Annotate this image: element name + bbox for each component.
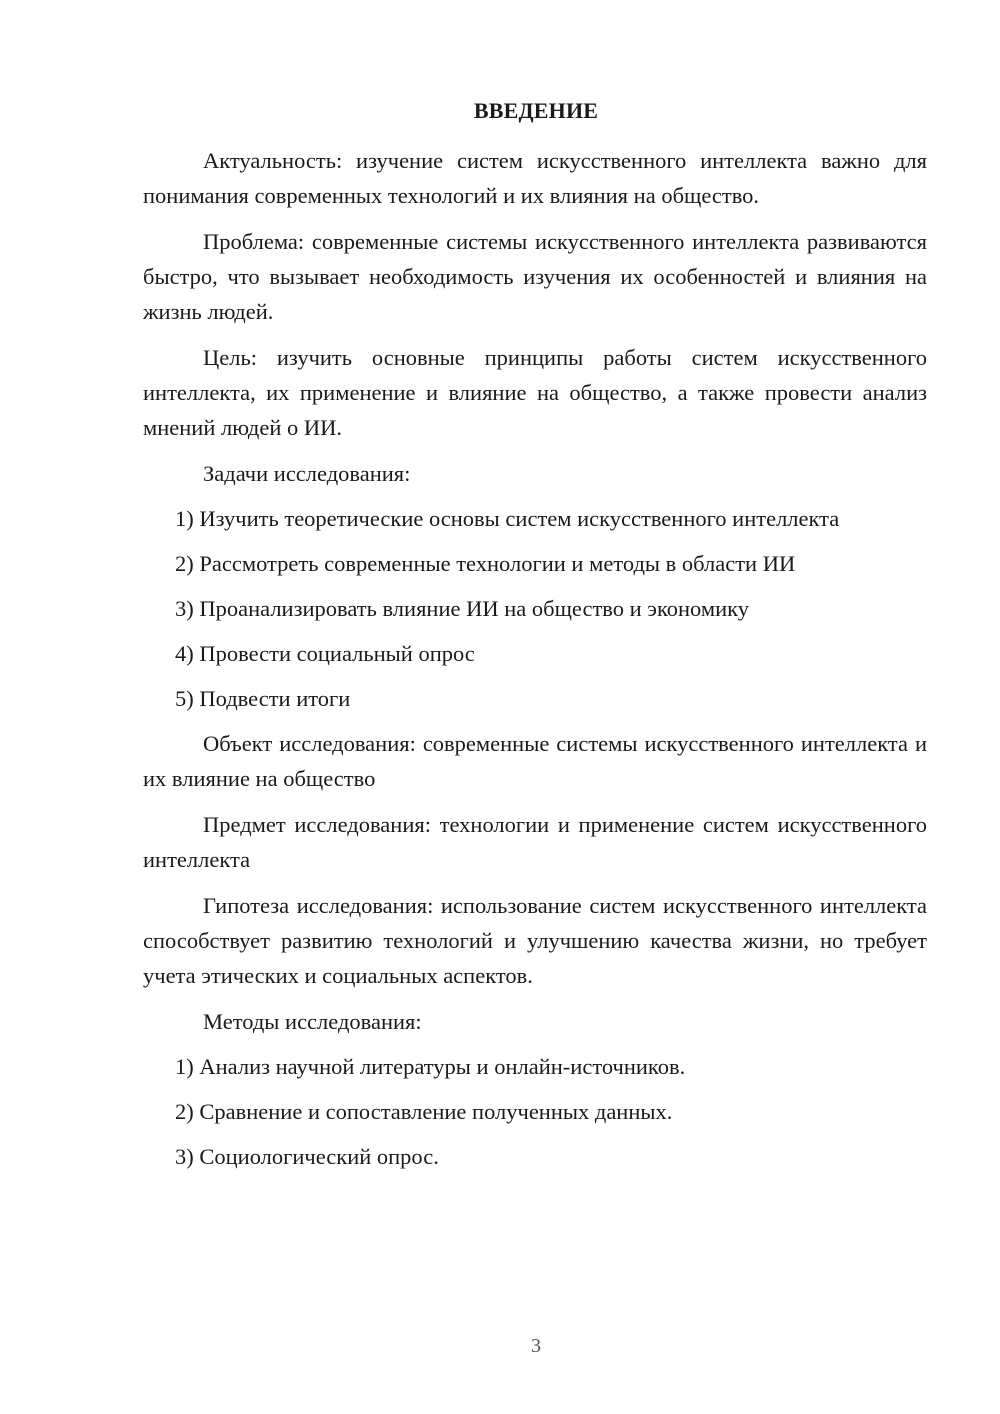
paragraph-goal: Цель: изучить основные принципы работы систем искусственного интеллекта, их применение и влияние на общество, а также провести анализ мнений людей о ИИ. (143, 345, 927, 440)
section-title: ВВЕДЕНИЕ (473, 98, 599, 123)
page-number: 3 (531, 1335, 541, 1357)
paragraph-subject: Предмет исследования: технологии и применение систем искусственного интеллекта (143, 812, 927, 872)
list-item: 2) Рассмотреть современные технологии и методы в области ИИ (175, 551, 796, 576)
list-item: 2) Сравнение и сопоставление полученных данных. (175, 1099, 673, 1124)
list-item: 3) Проанализировать влияние ИИ на общество и экономику (175, 596, 749, 621)
paragraph-problem: Проблема: современные системы искусственного интеллекта развиваются быстро, что вызывает необходимость изучения их особенностей и влияния на жизнь людей. (143, 229, 927, 324)
methods-list (143, 1049, 927, 1174)
methods-heading: Методы исследования: (203, 1009, 422, 1034)
list-item: 4) Провести социальный опрос (175, 641, 475, 666)
paragraph-object: Объект исследования: современные системы искусственного интеллекта и их влияние на общество (143, 731, 927, 791)
paragraph-relevance: Актуальность: изучение систем искусственного интеллекта важно для понимания современных технологий и их влияния на общество. (143, 148, 927, 208)
list-item: 1) Изучить теоретические основы систем искусственного интеллекта (175, 506, 840, 531)
tasks-heading: Задачи исследования: (203, 461, 411, 486)
paragraph-hypothesis: Гипотеза исследования: использование систем искусственного интеллекта способствует развитию технологий и улучшению качества жизни, но требует учета этических и социальных аспектов. (143, 893, 927, 988)
page-body (143, 143, 927, 1184)
tasks-list (143, 501, 927, 716)
list-item: 1) Анализ научной литературы и онлайн-источников. (175, 1054, 686, 1079)
list-item: 5) Подвести итоги (175, 686, 351, 711)
list-item: 3) Социологический опрос. (175, 1144, 439, 1169)
